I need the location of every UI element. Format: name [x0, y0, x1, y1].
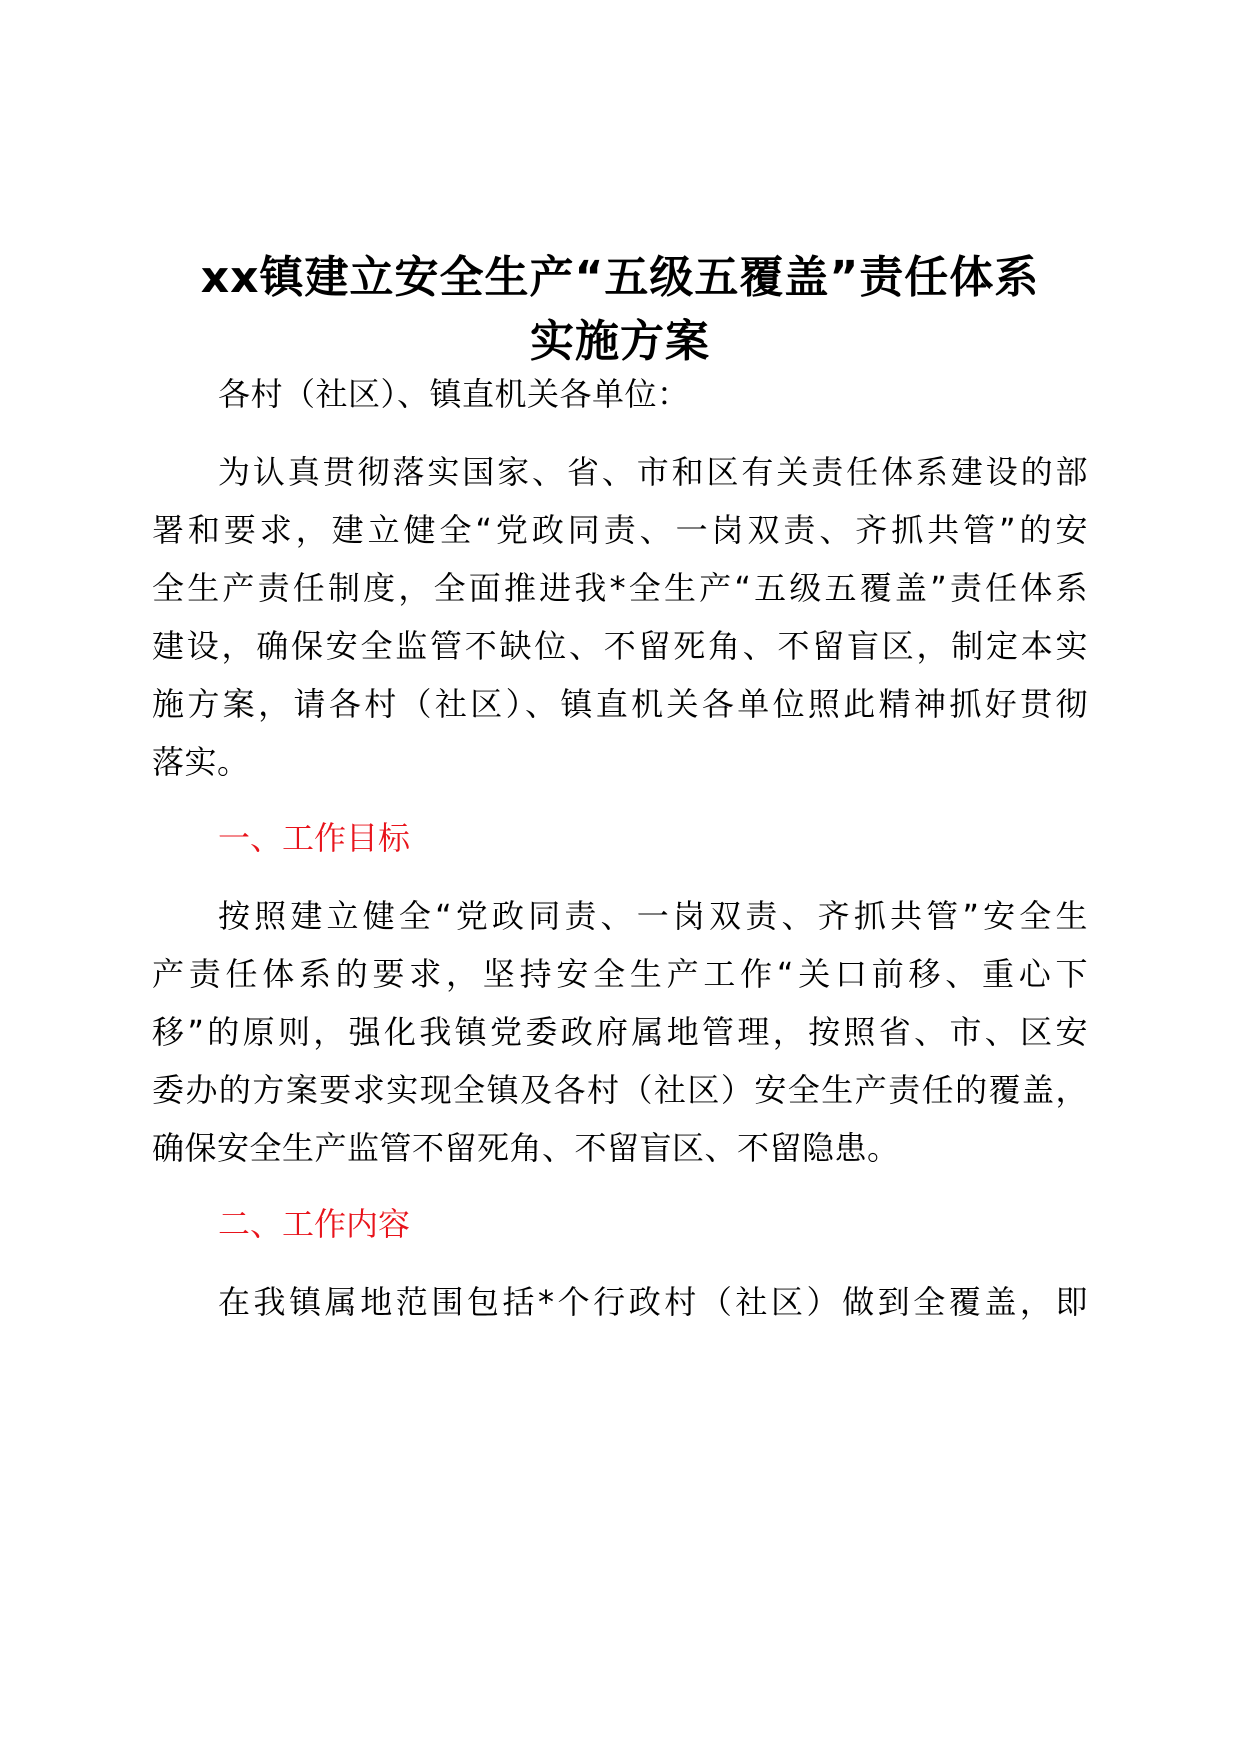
- intro-line: 署和要求，建立健全“党政同责、一岗双责、齐抓共管”的安: [152, 511, 1088, 549]
- section-1-line: 确保安全生产监管不留死角、不留盲区、不留隐患。: [152, 1129, 900, 1167]
- section-1-line: 移”的原则，强化我镇党委政府属地管理，按照省、市、区安: [152, 1013, 1088, 1051]
- section-1-line: 产责任体系的要求，坚持安全生产工作“关口前移、重心下: [152, 955, 1088, 993]
- section-2-heading: 二、工作内容: [218, 1205, 411, 1243]
- intro-line: 为认真贯彻落实国家、省、市和区有关责任体系建设的部: [218, 453, 1088, 491]
- intro-line: 施方案，请各村（社区）、镇直机关各单位照此精神抓好贯彻: [152, 685, 1088, 723]
- intro-line: 建设，确保安全监管不缺位、不留死角、不留盲区，制定本实: [152, 627, 1088, 665]
- section-1-heading: 一、工作目标: [218, 819, 411, 857]
- section-1-line: 按照建立健全“党政同责、一岗双责、齐抓共管”安全生: [218, 897, 1088, 935]
- section-2-line: 在我镇属地范围包括*个行政村（社区）做到全覆盖，即: [218, 1283, 1088, 1321]
- document-title-line-2: 实施方案: [530, 316, 710, 367]
- intro-line: 全生产责任制度，全面推进我*全生产“五级五覆盖”责任体系: [152, 569, 1088, 607]
- section-1-line: 委办的方案要求实现全镇及各村（社区）安全生产责任的覆盖，: [152, 1071, 1088, 1109]
- salutation: 各村（社区）、镇直机关各单位：: [218, 375, 690, 413]
- intro-line: 落实。: [152, 743, 250, 781]
- document-title-line-1: xx镇建立安全生产“五级五覆盖”责任体系: [200, 252, 1040, 303]
